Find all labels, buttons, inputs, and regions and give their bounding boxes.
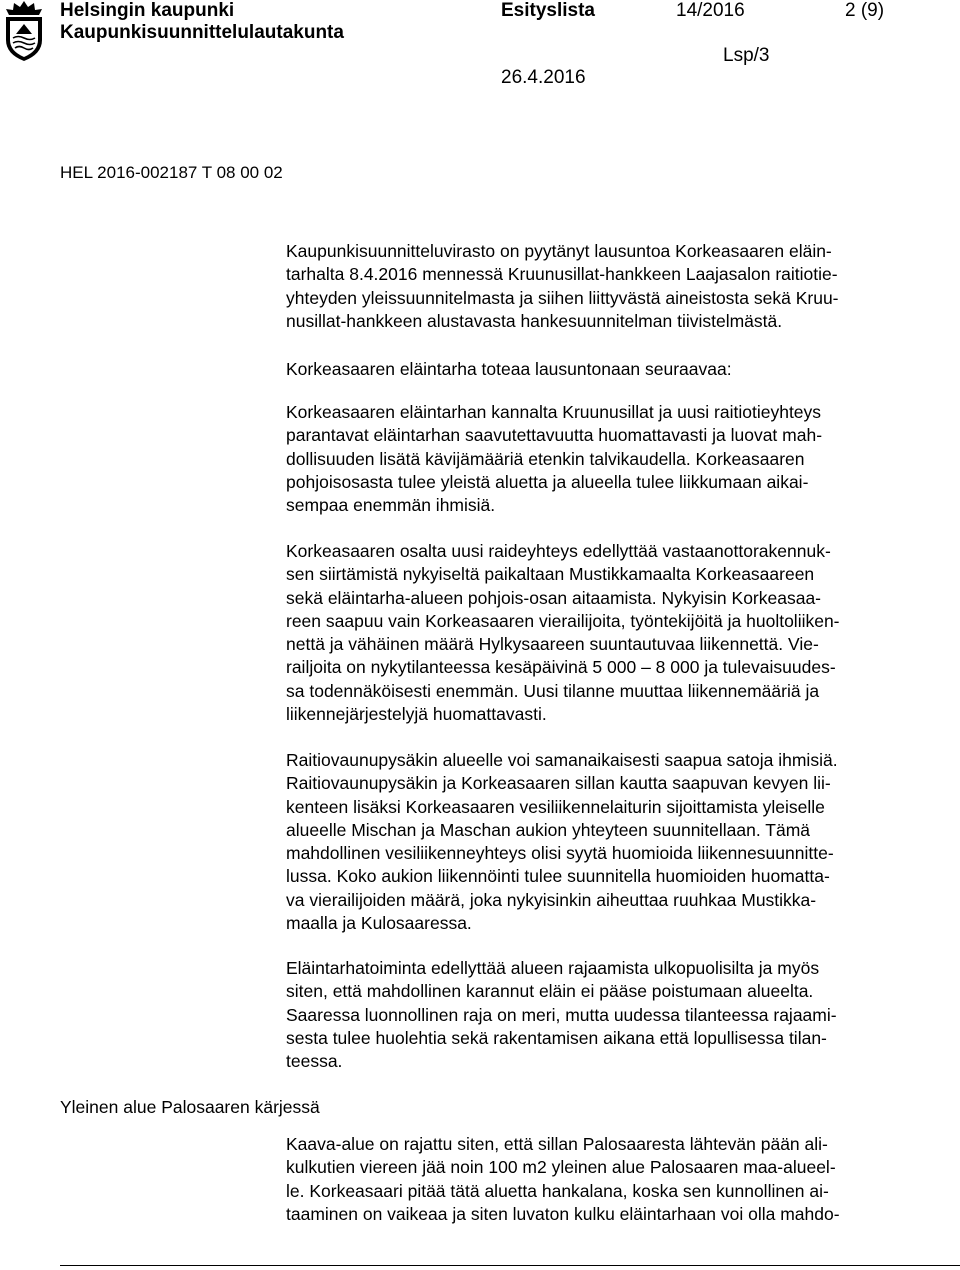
text-line: Raitiovaunupysäkin ja Korkeasaaren sillan kautta saapuvan kevyen lii- <box>286 773 831 794</box>
text-line: sa todennäköisesti enemmän. Uusi tilanne muuttaa liikennemääriä ja <box>286 680 820 701</box>
paragraph-4 <box>286 540 960 726</box>
text-line: tarhalta 8.4.2016 mennessä Kruunusillat-hankkeen Laajasalon raitiotie- <box>286 264 838 285</box>
header-city: Helsingin kaupunki <box>60 0 235 21</box>
text-line: alueelle Mischan ja Maschan aukion yhteyteen suunnitellaan. Tämä <box>286 819 811 840</box>
text-line: sempaa enemmän ihmisiä. <box>286 495 496 516</box>
paragraph-3 <box>286 401 960 517</box>
text-line: pohjoisosasta tulee yleistä aluetta ja alueella tulee liikkumaan aikai- <box>286 471 809 492</box>
text-line: Saaressa luonnollinen raja on meri, mutta uudessa tilanteessa rajaami- <box>286 1004 837 1025</box>
paragraph-2 <box>286 358 960 381</box>
header-doc-type: Esityslista <box>501 0 595 21</box>
text-line: nettä ja vähäinen määrä Hylkysaareen suuntautuvaa liikennettä. Vie- <box>286 634 819 655</box>
paragraph-7 <box>286 1133 960 1226</box>
section-heading: Yleinen alue Palosaaren kärjessä <box>60 1097 320 1117</box>
text-line: sesta tulee huolehtia sekä rakentamisen aikana että lopullisessa tilan- <box>286 1027 827 1048</box>
text-line: Kaupunkisuunnitteluvirasto on pyytänyt lausuntoa Korkeasaaren eläin- <box>286 241 832 261</box>
paragraph-5 <box>286 749 960 935</box>
helsinki-crest-icon <box>2 0 46 62</box>
header-item-code: Lsp/3 <box>723 45 770 66</box>
text-line: parantavat eläintarhan saavutettavuutta huomattavasti ja luovat mah- <box>286 425 823 446</box>
paragraph-1 <box>286 240 960 333</box>
text-line: Raitiovaunupysäkin alueelle voi samanaikaisesti saapua satoja ihmisiä. <box>286 750 838 770</box>
text-line: teessa. <box>286 1051 343 1072</box>
text-line: reen saapuu vain Korkeasaaren vierailijoita, työntekijöitä ja huoltoliiken- <box>286 610 840 631</box>
text-line: va vierailijoiden määrä, joka nykyisinkin aiheuttaa ruuhkaa Mustikka- <box>286 889 817 910</box>
text-line: taaminen on vaikeaa ja siten luvaton kulku eläintarhaan voi olla mahdo- <box>286 1203 840 1224</box>
text-line: maalla ja Kulosaaressa. <box>286 913 472 934</box>
reference-number: HEL 2016-002187 T 08 00 02 <box>60 163 283 182</box>
text-line: nusillat-hankkeen alustavasta hankesuunnitelman tiivistelmästä. <box>286 310 783 331</box>
header-meeting-number: 14/2016 <box>676 0 745 21</box>
text-line: railjoita on nykytilanteessa kesäpäivinä 5 000 – 8 000 ja tulevaisuudes- <box>286 657 836 678</box>
text-line: kulkutien viereen jää noin 100 m2 yleinen alue Palosaaren maa-alueel- <box>286 1157 836 1178</box>
footer-divider <box>60 1265 960 1266</box>
text-line: le. Korkeasaari pitää tätä aluetta hankalana, koska sen kunnollinen ai- <box>286 1180 829 1201</box>
header-date: 26.4.2016 <box>501 67 586 88</box>
text-line: Kaava-alue on rajattu siten, että sillan Palosaaresta lähtevän pään ali- <box>286 1134 828 1154</box>
text-line: lussa. Koko aukion liikennöinti tulee suunnitella huomioiden huomatta- <box>286 866 830 887</box>
header-board: Kaupunkisuunnittelulautakunta <box>60 22 344 43</box>
text-line: dollisuuden lisätä kävijämääriä etenkin talvikaudella. Korkeasaaren <box>286 448 805 469</box>
text-line: yhteyden yleissuunnitelmasta ja siihen liittyvästä aineistosta sekä Kruu- <box>286 287 839 308</box>
text-line: mahdollinen vesiliikenneyhteys olisi syytä huomioida liikennesuunnitte- <box>286 843 834 864</box>
text-line: sekä eläintarha-alueen pohjois-osan aitaamista. Nykyisin Korkeasaa- <box>286 587 822 608</box>
text-line: liikennejärjestelyjä huomattavasti. <box>286 704 547 725</box>
text-line: siten, että mahdollinen karannut eläin ei pääse poistumaan alueelta. <box>286 981 814 1002</box>
paragraph-6 <box>286 957 960 1073</box>
text-line: sen siirtämistä nykyiseltä paikaltaan Mustikkamaalta Korkeasaareen <box>286 564 815 585</box>
text-line: Korkeasaaren eläintarha toteaa lausuntonaan seuraavaa: <box>286 359 732 379</box>
text-line: Korkeasaaren eläintarhan kannalta Kruunusillat ja uusi raitiotieyhteys <box>286 402 822 422</box>
text-line: kenteen lisäksi Korkeasaaren vesiliikennelaiturin sijoittamista yleiselle <box>286 796 825 817</box>
header-page-number: 2 (9) <box>845 0 885 21</box>
text-line: Korkeasaaren osalta uusi raideyhteys edellyttää vastaanottorakennuk- <box>286 541 831 561</box>
text-line: Eläintarhatoiminta edellyttää alueen rajaamista ulkopuolisilta ja myös <box>286 958 820 978</box>
